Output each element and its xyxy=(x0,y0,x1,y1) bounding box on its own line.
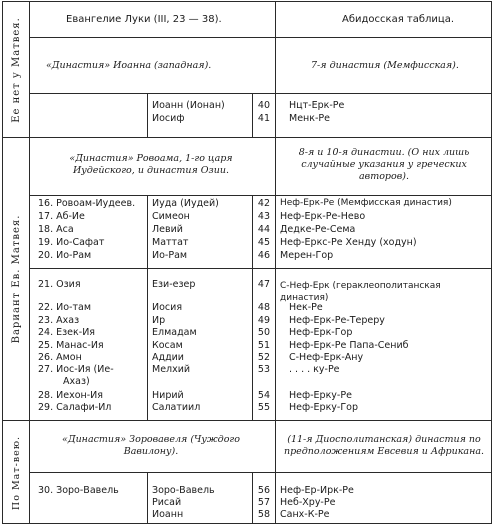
row-number: 53 xyxy=(257,364,270,375)
luke-col-divider-s1 xyxy=(147,93,148,137)
row-number: 45 xyxy=(257,237,270,248)
abydos-name: Дедке-Ре-Сема xyxy=(280,224,356,235)
row-number: 44 xyxy=(257,224,270,235)
s1-left-note: «Династия» Иоанна (западная). xyxy=(46,60,212,71)
frame-left xyxy=(2,1,3,524)
row-number: 49 xyxy=(257,315,270,326)
s3-right-note: (11-я Диосполитанская) династия по предположениям Евсевия и Африкана. xyxy=(283,434,485,457)
matthew-name: 28. Иехон-Ия xyxy=(38,390,103,401)
s3-left-note: «Династия» Зоровавеля (Чуждого Вавилону). xyxy=(62,434,240,457)
row-number: 58 xyxy=(257,509,270,520)
row-number: 51 xyxy=(257,340,270,351)
section1-note-divider xyxy=(29,93,491,94)
row-number: 57 xyxy=(257,497,270,508)
header-abydos: Абидосская таблица. xyxy=(342,14,455,25)
main-column-divider xyxy=(275,1,276,524)
luke-name: Рисай xyxy=(152,497,182,508)
matthew-name: 25. Манас-Ия xyxy=(38,340,104,351)
row-number: 43 xyxy=(257,211,270,222)
abydos-name: С-Неф-Ерк (гераклеополитанская династия) xyxy=(280,281,441,303)
row-number: 47 xyxy=(257,279,270,290)
luke-col-divider-s2 xyxy=(147,195,148,420)
matthew-name: 22. Ио-там xyxy=(38,302,91,313)
luke-name: Ио-Рам xyxy=(152,250,188,261)
abydos-name: Неф-Ерк-Ре (Мемфисская династия) xyxy=(280,198,452,208)
frame-top xyxy=(2,1,492,2)
luke-name: Мелхий xyxy=(152,364,191,375)
row-number: 52 xyxy=(257,352,270,363)
luke-name: Симеон xyxy=(152,211,190,222)
abydos-name: Неф-Еркс-Ре Хенду (ходун) xyxy=(280,237,417,248)
matthew-name: 29. Салафи-Ил xyxy=(38,402,112,413)
num-col-divider-s2 xyxy=(252,195,253,420)
abydos-name: Нцт-Ерк-Ре xyxy=(289,100,345,111)
luke-name: Ези-езер xyxy=(152,279,196,290)
abydos-name: Мерен-Гор xyxy=(280,250,334,261)
section1-bottom xyxy=(2,137,492,138)
matthew-name: 16. Ровоам-Иудеев. xyxy=(38,198,136,209)
luke-name: Салатиил xyxy=(152,402,201,413)
luke-name: Иосия xyxy=(152,302,183,313)
abydos-name: Неф-Ерк-Ре-Нево xyxy=(280,211,366,222)
abydos-name: Неф-Ерку-Гор xyxy=(289,402,358,413)
matthew-name: 21. Озия xyxy=(38,279,81,290)
abydos-name: Неф-Ер-Ирк-Ре xyxy=(280,485,354,496)
row-number: 54 xyxy=(257,390,270,401)
row-number: 40 xyxy=(257,100,270,111)
row-number: 48 xyxy=(257,302,270,313)
frame-bottom xyxy=(2,523,492,524)
num-col-divider-s1 xyxy=(252,93,253,137)
row-number: 56 xyxy=(257,485,270,496)
header-luke: Евангелие Луки (III, 23 — 38). xyxy=(66,14,222,25)
abydos-name: Менк-Ре xyxy=(289,113,330,124)
abydos-name: Неф-Ерк-Ре-Тереру xyxy=(289,315,385,326)
frame-right xyxy=(491,1,492,524)
s2-right-note: 8-я и 10-я династии. (О них лишь случайные указания у греческих авторов). xyxy=(298,147,470,182)
abydos-name: Неф-Ерк-Ре Папа-Сениб xyxy=(289,340,409,351)
luke-name: Левий xyxy=(152,224,183,235)
s2-left-note: «Династия» Ровоама, 1-го царя Иудейского, и династия Озии. xyxy=(69,153,233,176)
side-label-matthew: По Мат-вею. xyxy=(11,435,22,511)
abydos-name: С-Неф-Ерк-Ану xyxy=(289,352,364,363)
side-column-divider xyxy=(29,1,30,524)
matthew-name: 17. Аб-Ие xyxy=(38,211,85,222)
luke-name: Нирий xyxy=(152,390,184,401)
abydos-name: . . . . ку-Ре xyxy=(289,364,340,375)
luke-name: Елмадам xyxy=(152,327,197,338)
section2-mid-divider xyxy=(29,268,491,269)
section2-note-divider xyxy=(29,195,491,196)
row-number: 50 xyxy=(257,327,270,338)
row-number: 42 xyxy=(257,198,270,209)
matthew-name: 19. Ио-Сафат xyxy=(38,237,105,248)
matthew-name: 27. Иос-Ия (Ие- xyxy=(38,364,114,375)
luke-name: Иоанн xyxy=(152,509,184,520)
luke-name: Косам xyxy=(152,340,183,351)
num-col-divider-s3 xyxy=(252,472,253,523)
luke-name: Иосиф xyxy=(152,113,185,124)
section3-note-divider xyxy=(29,472,491,473)
matthew-name: 18. Аса xyxy=(38,224,74,235)
matthew-name: 30. Зоро-Вавель xyxy=(38,485,119,496)
luke-name: Аддии xyxy=(152,352,184,363)
luke-name: Зоро-Вавель xyxy=(152,485,215,496)
row-number: 55 xyxy=(257,402,270,413)
abydos-name: Нек-Ре xyxy=(289,302,323,313)
abydos-name: Санх-К-Ре xyxy=(280,509,330,520)
abydos-name: Неб-Хру-Ре xyxy=(280,497,336,508)
abydos-name: Неф-Ерк-Гор xyxy=(289,327,353,338)
luke-name: Иоанн (Ионан) xyxy=(152,100,225,111)
matthew-name: Ахаз) xyxy=(63,376,90,387)
matthew-name: 26. Амон xyxy=(38,352,82,363)
matthew-name: 20. Ио-Рам xyxy=(38,250,92,261)
s1-right-note: 7-я династия (Мемфисская). xyxy=(311,60,459,71)
abydos-name: Неф-Ерку-Ре xyxy=(289,390,352,401)
luke-name: Ир xyxy=(152,315,166,326)
matthew-name: 24. Езек-Ия xyxy=(38,327,96,338)
row-number: 41 xyxy=(257,113,270,124)
section2-bottom xyxy=(2,420,492,421)
luke-name: Маттат xyxy=(152,237,189,248)
luke-col-divider-s3 xyxy=(147,472,148,523)
matthew-name: 23. Ахаз xyxy=(38,315,80,326)
row-number: 46 xyxy=(257,250,270,261)
header-divider xyxy=(29,37,491,38)
luke-name: Иуда (Иудей) xyxy=(152,198,219,209)
side-label-variant: Вариант Ев. Матвея. xyxy=(11,214,22,344)
side-label-missing: Ее нет у Матвея. xyxy=(11,17,22,123)
